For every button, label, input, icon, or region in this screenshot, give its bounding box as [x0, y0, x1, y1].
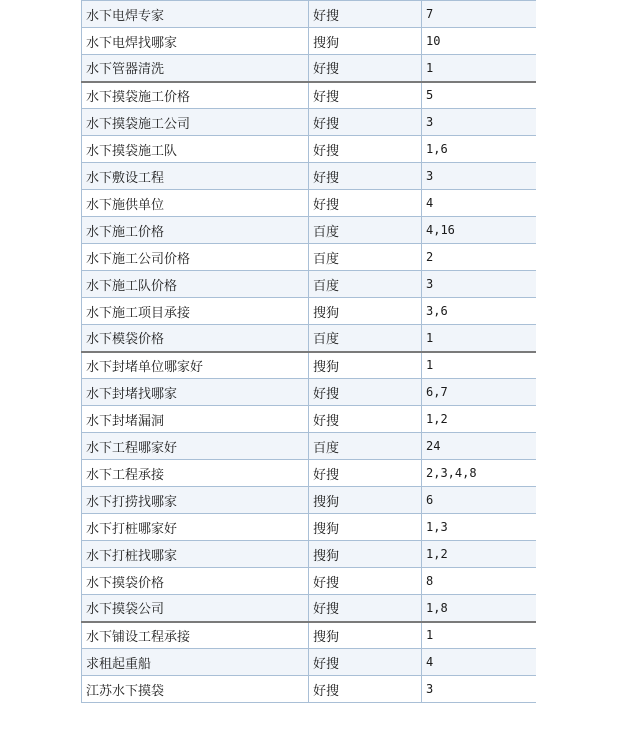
- engine-cell: 搜狗: [309, 28, 422, 55]
- keyword-cell: 水下施工项目承接: [82, 298, 309, 325]
- rank-cell: 6,7: [422, 379, 537, 406]
- keyword-cell: 水下封堵漏洞: [82, 406, 309, 433]
- table-row: [82, 163, 537, 190]
- rank-cell: 1: [422, 352, 537, 379]
- keyword-cell: 水下摸袋施工公司: [82, 109, 309, 136]
- engine-cell: 好搜: [309, 82, 422, 109]
- rank-cell: 1,2: [422, 406, 537, 433]
- engine-cell: 好搜: [309, 190, 422, 217]
- engine-cell: 搜狗: [309, 514, 422, 541]
- table-row: [82, 568, 537, 595]
- table-row: [82, 217, 537, 244]
- keyword-cell: 水下管器清洗: [82, 55, 309, 82]
- engine-cell: 搜狗: [309, 298, 422, 325]
- keyword-cell: 水下施工价格: [82, 217, 309, 244]
- rank-cell: 5: [422, 82, 537, 109]
- table-row: [82, 379, 537, 406]
- engine-cell: 百度: [309, 271, 422, 298]
- engine-cell: 百度: [309, 217, 422, 244]
- engine-cell: 好搜: [309, 595, 422, 622]
- keyword-cell: 水下工程哪家好: [82, 433, 309, 460]
- table-row: [82, 649, 537, 676]
- keyword-cell: 水下施供单位: [82, 190, 309, 217]
- table-row: [82, 514, 537, 541]
- table-row: [82, 109, 537, 136]
- keyword-cell: 水下打捞找哪家: [82, 487, 309, 514]
- keyword-cell: 水下封堵单位哪家好: [82, 352, 309, 379]
- rank-cell: 6: [422, 487, 537, 514]
- rank-cell: 3,6: [422, 298, 537, 325]
- engine-cell: 百度: [309, 244, 422, 271]
- keyword-cell: 水下施工队价格: [82, 271, 309, 298]
- rank-cell: 1: [422, 622, 537, 649]
- engine-cell: 搜狗: [309, 352, 422, 379]
- table-row: [82, 136, 537, 163]
- keyword-cell: 水下工程承接: [82, 460, 309, 487]
- engine-cell: 百度: [309, 325, 422, 352]
- engine-cell: 好搜: [309, 406, 422, 433]
- rank-cell: 1,6: [422, 136, 537, 163]
- engine-cell: 搜狗: [309, 622, 422, 649]
- rank-cell: 3: [422, 271, 537, 298]
- keyword-ranking-table: [81, 0, 536, 733]
- rank-cell: 7: [422, 1, 537, 28]
- rank-cell: 24: [422, 433, 537, 460]
- table-row: [82, 352, 537, 379]
- keyword-cell: 水下摸袋施工价格: [82, 82, 309, 109]
- table-row: [82, 1, 537, 28]
- table-row: [82, 406, 537, 433]
- table-row: [82, 487, 537, 514]
- table-row: [82, 676, 537, 703]
- rank-cell: 10: [422, 28, 537, 55]
- table-row: [82, 541, 537, 568]
- table-row: [82, 82, 537, 109]
- table-row: [82, 298, 537, 325]
- table-row: [82, 595, 537, 622]
- rank-cell: 3: [422, 676, 537, 703]
- rank-cell: 3: [422, 163, 537, 190]
- keyword-cell: 水下敷设工程: [82, 163, 309, 190]
- ranking-table: [81, 0, 536, 703]
- table-row: [82, 460, 537, 487]
- table-body: [82, 1, 537, 703]
- table-row: [82, 28, 537, 55]
- rank-cell: 1,8: [422, 595, 537, 622]
- engine-cell: 好搜: [309, 676, 422, 703]
- keyword-cell: 水下打桩找哪家: [82, 541, 309, 568]
- rank-cell: 4,16: [422, 217, 537, 244]
- table-row: [82, 622, 537, 649]
- table-row: [82, 433, 537, 460]
- keyword-cell: 水下打桩哪家好: [82, 514, 309, 541]
- keyword-cell: 水下电焊找哪家: [82, 28, 309, 55]
- keyword-cell: 水下模袋价格: [82, 325, 309, 352]
- rank-cell: 1: [422, 55, 537, 82]
- engine-cell: 百度: [309, 433, 422, 460]
- engine-cell: 好搜: [309, 163, 422, 190]
- keyword-cell: 水下施工公司价格: [82, 244, 309, 271]
- rank-cell: 8: [422, 568, 537, 595]
- table-row: [82, 271, 537, 298]
- keyword-cell: 水下铺设工程承接: [82, 622, 309, 649]
- rank-cell: 4: [422, 190, 537, 217]
- table-row: [82, 325, 537, 352]
- table-row: [82, 190, 537, 217]
- engine-cell: 好搜: [309, 649, 422, 676]
- engine-cell: 好搜: [309, 1, 422, 28]
- keyword-cell: 江苏水下摸袋: [82, 676, 309, 703]
- table-row: [82, 55, 537, 82]
- keyword-cell: 求租起重船: [82, 649, 309, 676]
- rank-cell: 3: [422, 109, 537, 136]
- rank-cell: 1,2: [422, 541, 537, 568]
- engine-cell: 好搜: [309, 55, 422, 82]
- table-row: [82, 244, 537, 271]
- engine-cell: 好搜: [309, 460, 422, 487]
- rank-cell: 4: [422, 649, 537, 676]
- keyword-cell: 水下摸袋价格: [82, 568, 309, 595]
- keyword-cell: 水下摸袋公司: [82, 595, 309, 622]
- engine-cell: 搜狗: [309, 541, 422, 568]
- engine-cell: 好搜: [309, 379, 422, 406]
- keyword-cell: 水下摸袋施工队: [82, 136, 309, 163]
- keyword-cell: 水下电焊专家: [82, 1, 309, 28]
- rank-cell: 2,3,4,8: [422, 460, 537, 487]
- rank-cell: 2: [422, 244, 537, 271]
- engine-cell: 好搜: [309, 109, 422, 136]
- rank-cell: 1,3: [422, 514, 537, 541]
- engine-cell: 好搜: [309, 568, 422, 595]
- rank-cell: 1: [422, 325, 537, 352]
- engine-cell: 好搜: [309, 136, 422, 163]
- keyword-cell: 水下封堵找哪家: [82, 379, 309, 406]
- engine-cell: 搜狗: [309, 487, 422, 514]
